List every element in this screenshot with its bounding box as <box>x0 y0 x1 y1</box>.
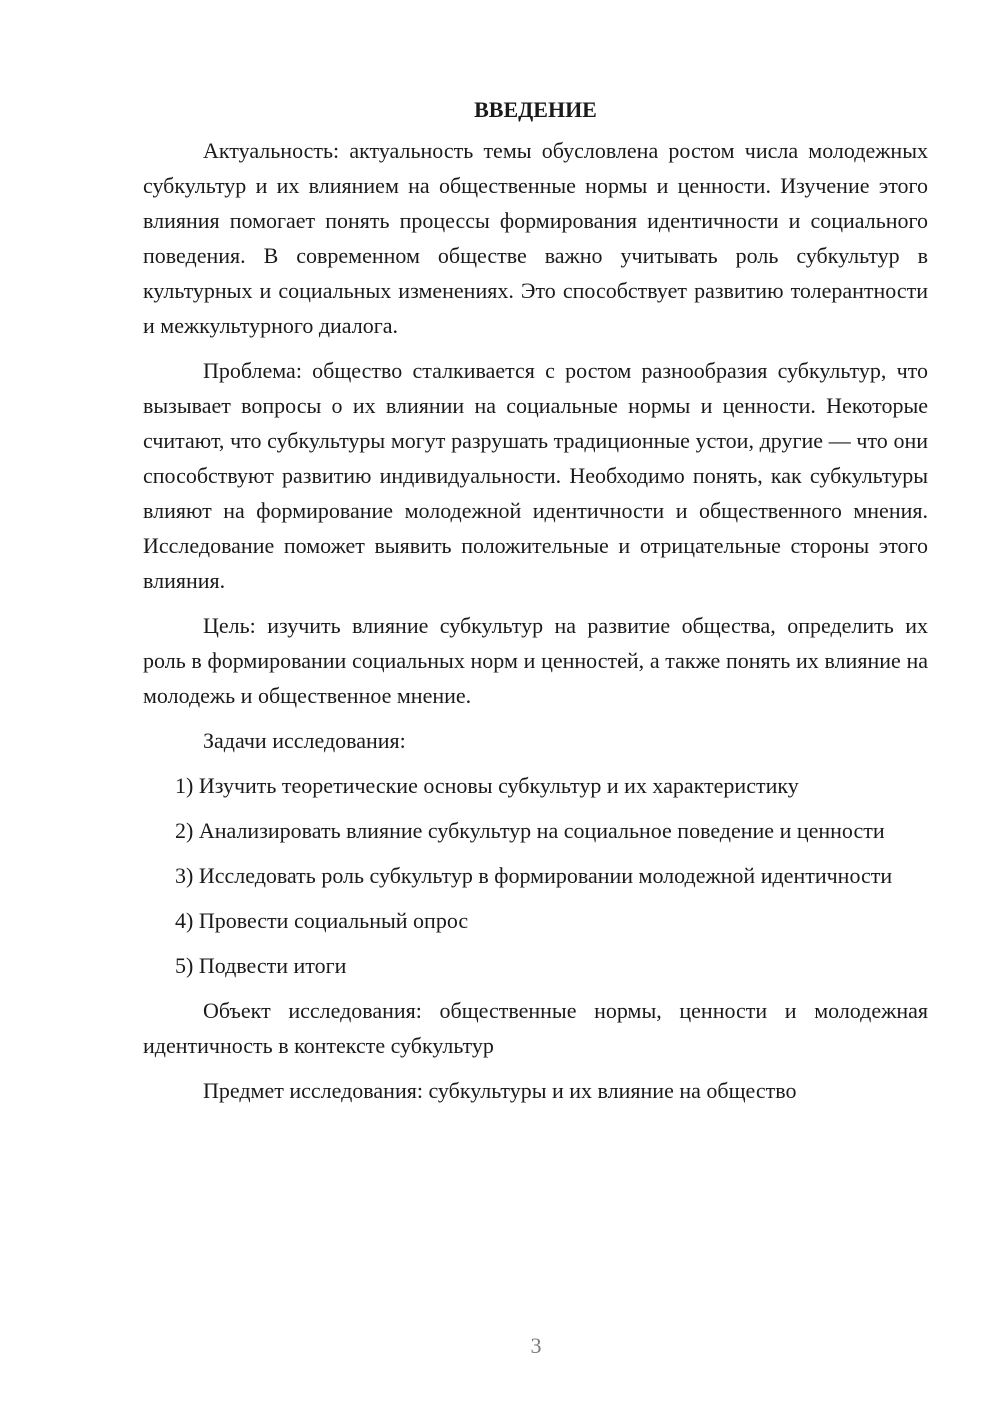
page-content <box>143 92 928 1118</box>
problem-paragraph: Проблема: общество сталкивается с ростом разнообразия субкультур, что вызывает вопросы о их влиянии на социальные нормы и ценности. Некоторые считают, что субкультуры могут разрушать традиционные устои, другие — что они способствуют развитию индивидуальности. Необходимо понять, как субкультуры влияют на формирование молодежной идентичности и общественного мнения. Исследование поможет выявить положительные и отрицательные стороны этого влияния. <box>143 358 928 593</box>
relevance-paragraph: Актуальность: актуальность темы обусловлена ростом числа молодежных субкультур и их влиянием на общественные нормы и ценности. Изучение этого влияния помогает понять процессы формирования идентичности и социального поведения. В современном обществе важно учитывать роль субкультур в культурных и социальных изменениях. Это способствует развитию толерантности и межкультурного диалога. <box>143 138 928 338</box>
page-number: 3 <box>530 1333 542 1358</box>
task-item-1: 1) Изучить теоретические основы субкультур и их характеристику <box>175 773 799 798</box>
task-item-2: 2) Анализировать влияние субкультур на социальное поведение и ценности <box>175 818 885 843</box>
goal-paragraph: Цель: изучить влияние субкультур на развитие общества, определить их роль в формировании социальных норм и ценностей, а также понять их влияние на молодежь и общественное мнение. <box>143 613 928 708</box>
task-item-4: 4) Провести социальный опрос <box>175 908 469 933</box>
tasks-heading: Задачи исследования: <box>203 728 406 753</box>
task-item-3: 3) Исследовать роль субкультур в формировании молодежной идентичности <box>175 863 893 888</box>
page-title: ВВЕДЕНИЕ <box>474 97 597 122</box>
subject-paragraph: Предмет исследования: субкультуры и их влияние на общество <box>203 1078 797 1103</box>
task-item-5: 5) Подвести итоги <box>175 953 347 978</box>
object-paragraph: Объект исследования: общественные нормы, ценности и молодежная идентичность в контексте субкультур <box>143 998 928 1058</box>
